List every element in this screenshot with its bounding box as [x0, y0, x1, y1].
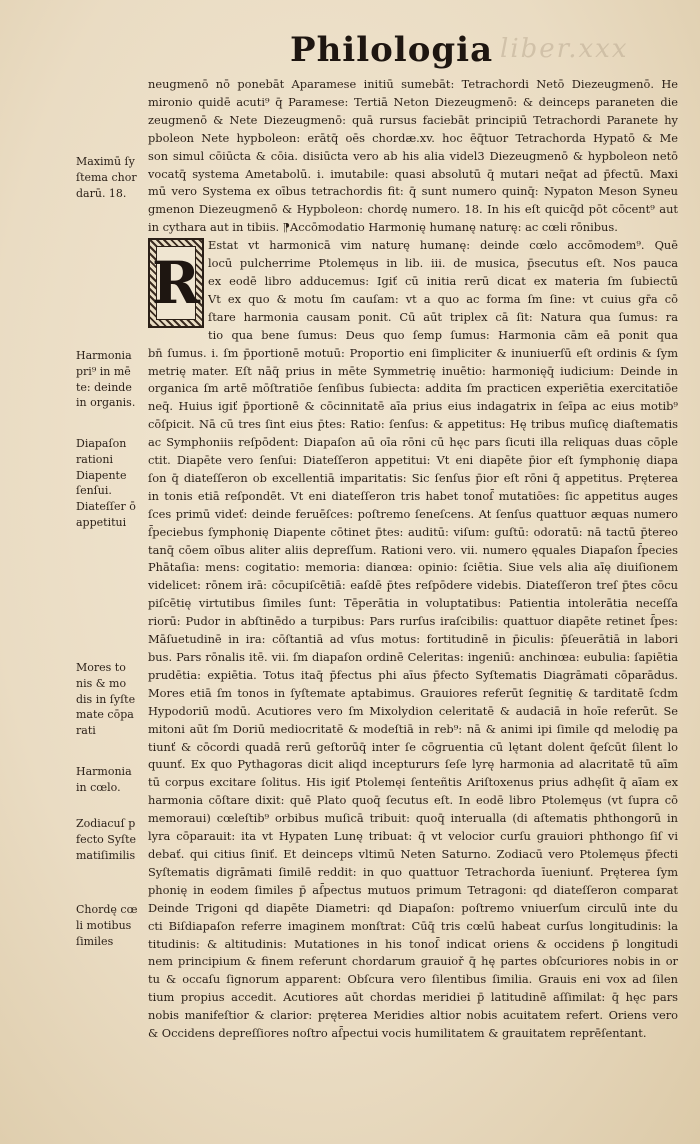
running-head: Philologia [290, 30, 494, 70]
text-line: in tonis etiā reſpondēt. Vt eni diateſſeron tris habet tonoſ̄ mutatiōes: ſic appetitus auges [148, 488, 678, 503]
text-line: tium propius accedit. Acutiores aūt chordas meridiei p̄ latitudinē aſſimilat: q̄ hęc pars [148, 990, 678, 1005]
text-line: Vt ex quo & motu ſm cauſam: vt a quo ac forma ſm ſine: vt cuius gr̄a cō [208, 291, 678, 306]
text-line: bus. Pars rōnalis itē. vii. ſm diapaſon ordinē Celeritas: ingeniū: anchinœa: eubulia: ſapiētia [148, 650, 678, 664]
text-line: bn̄ ſumus. i. ſm p̄portionē motuū: Proportio eni ſimpliciter & inuniuerſū eſt ordinis & ſym [148, 345, 678, 360]
margin-note-maximum-systema: Maximū ſy ſtema chor darū. 18. [76, 155, 137, 200]
paragraph-1 [148, 76, 678, 237]
text-line: nobis manifeſtior & clarior: pręterea Meridies altior nobis acuitatem refert. Oriens vero [148, 1008, 678, 1023]
main-text-block [148, 76, 678, 1043]
text-line: tu & occaſu ſignorum apparent: Obſcura vero ſilentibus ſimilia. Grauis eni vox ad ſilen [148, 972, 678, 987]
text-line: prudētia: expiētia. Totus itaq̄ p̄fectus phi aīus p̄fecto Syſtematis Diagrāmati cōparādus. [148, 667, 678, 682]
text-line: debať. qui citius ſiniť. Et deinceps vltimū Neten Saturno. Zodiacū vero Ptolemęus p̄fecti [148, 846, 678, 861]
text-line: gmenon Diezeugmenō & Hypboleon: chordę numero. 18. In his eſt quicq̄d pōt cōcent⁹ aut [148, 202, 678, 217]
text-line: neq̄. Huius igiť p̄portionē & cōcinnitatē aīa prius eius indagatrix in ſeīpa ac eius motib⁹ [148, 399, 678, 414]
text-line: memoraui) cœleſtib⁹ orbibus muſicā tribuit: quoq̄ interualla (di aſtematis phthongorū in [148, 811, 678, 826]
bleed-through-text: liber.xxx [500, 34, 629, 64]
text-line: Hypodoriū modū. Acutiores vero ſm Mixolydion celeritatē & audaciā in hoīe referūt. Se [148, 703, 678, 718]
text-line: organica ſm artē mōſtratiōe ſenſibus ſubiecta: addita ſm practicen experiētia exercitatiōe [148, 381, 678, 396]
margin-note-chordae: Chordę cœ li motibus ſimiles [76, 903, 138, 948]
margin-note-mores: Mores to nis & mo dis in ſyſte mate cōpa rati [76, 661, 136, 738]
text-line: mironio quidē acuti⁹ q̄ Paramese: Tertiā Neton Diezeugmenō: & deinceps paraneten die [148, 94, 678, 109]
text-line: harmonia cōſtare dixit: quē Plato quoq̄ ſecutus eſt. In eodē libro Ptolemęus (vt ſupra cō [148, 793, 678, 808]
text-line: quunť. Ex quo Pythagoras dicit aliqd inceptururs ſeſe lyrę harmonia ad alacritatē tū aīm [148, 757, 678, 772]
text-line: phonię in eodem ſimiles p̄ aſ̄pectus mutuos primum Tetragoni: qd diateſſeron comparat [148, 882, 678, 897]
text-line: ſ̄peciebus ſymphonię Diapente cōtinet p̄tes: auditū: viſum: guſtū: odoratū: nā tactū p̄tereo [148, 524, 678, 539]
margin-note-diapason: Diapaſon rationi Diapente ſenſui. Diateſſer ō appetitui [76, 437, 136, 529]
text-line: ſces primū videť: deinde feruēſces: poſtremo ſeneſcens. At ſenſus quattuor æquas numero [148, 506, 678, 521]
text-line: ex eodē libro adducemus: Igiť cū initia rerū dicat ex materia ſm ſubiectū [208, 273, 678, 288]
text-line: tanq̄ cōem oībus aliter aliis depreſſum. Rationi vero. vii. numero ęquales Diapaſon ſ̄pecies [148, 542, 678, 557]
text-line: vocatq̄ systema Ametabolū. i. imutabile: quasi absolutū q̄ mutari neq̄at ad p̄fectū. Maxi [148, 166, 678, 181]
paragraph-2 [148, 237, 678, 1043]
text-line: ctit. Diapēte vero ſenſui: Diateſſeron appetitui: Vt eni diapēte p̄ior eſt ſymphonię diapa [148, 453, 678, 468]
text-line: cti Biſdiapaſon referre imaginem monſtrat: Cūq̄ tris cœlū habeat curſus longitudinis: la [148, 918, 678, 933]
text-line: Syſtematis digrāmati ſimilē reddit: in quo quattuor Tetrachorda īueniunť. Pręterea ſym [148, 864, 678, 879]
margin-note-harmonia-coelo: Harmonia in cœlo. [76, 765, 132, 794]
text-line: locū pulcherrime Ptolemęus in lib. iii. de musica, p̄secutus eſt. Nos pauca [208, 256, 678, 271]
text-line: metrię mater. Eſt nāq̄ prius in mēte Symmetrię inuētio: harmonięq̄ iudicium: Deinde in [148, 363, 678, 378]
text-line: ac Symphoniis reſpōdent: Diapaſon aū oīa rōni cū hęc pars ſicuti illa reliquas duas cōple [148, 435, 678, 450]
text-line: titudinis: & altitudinis: Mutationes in his tonoſ̄ indicat oriens & occidens p̄ longitudi [148, 936, 678, 951]
margin-note-harmonia-mente: Harmonia pri⁹ in mē te: deinde in organis. [76, 349, 136, 410]
margin-note-zodiacus: Zodiacuſ p fecto Syſte matiſimilis [76, 817, 137, 862]
text-line: zeugmenō & Nete Diezeugmenō: quā rursus faciebāt principiū Tetrachordi Paranete hy [148, 112, 678, 127]
text-line: neugmenō nō ponebāt Aparamese initiū sumebāt: Tetrachordi Netō Diezeugmenō. He [148, 77, 678, 91]
text-line: Mores etiā ſm tonos in ſyſtemate aptabimus. Grauiores referūt ſegnitię & tarditatē ſcdm [148, 685, 678, 700]
text-line: tū corpus excitare ſolitus. His igiť Ptolemęi ſenteñtis Ariſtoxenus prius adhęſit q̄ aīam ex [148, 775, 678, 790]
text-line: & Occidens depreſſiores noſtro aſ̄pectui vocis humilitatem & grauitatem reprēſentant. [148, 1026, 647, 1041]
text-line: tiunť & cōcordi quadā rerū geſtorūq̄ inter ſe cōgruentia cū lętant dolent q̄eſcūt ſilent lo [148, 739, 678, 754]
text-line: Phātaſia: mens: cogitatio: memoria: dianœa: opinio: ſciētia. Siue vels alia aīę diuiſionem [148, 560, 678, 575]
text-line: lyra cōparauit: ita vt Hypaten Lunę tribuat: q̄ vt velocior curſu grauiori phthongo ſiſ vi [148, 829, 678, 844]
text-line: Estat vt harmonicā vim naturę humanę: deinde cœlo accōmodem⁹. Quē [208, 238, 678, 253]
text-line: mitoni aūt ſm Doriū mediocritatē & modeſtiā in reb⁹: nā & animi ipi ſimile qd melodię pa [148, 721, 678, 736]
text-line: son simul cōiūcta & cōia. disiūcta vero ab his alia videl3 Diezeugmenō & hypboleon netō [148, 148, 678, 163]
text-line: nem principium & finem referunt chordarum grauioř q̄ hę partes obſcuriores nobis in or [148, 954, 678, 969]
text-line: piſcētię virtutibus ſimiles ſunt: Tēperātia in voluptatibus: Patientia intolerātia neceſſa [148, 596, 678, 611]
text-line: ſtare harmonia causam ponit. Cū aūt triplex cā ſit: Natura qua ſumus: ra [208, 309, 678, 324]
text-line: cōſpicit. Nā cū tres ſint eius p̄tes: Ratio: ſenſus: & appetitus: Hę tribus muſicę diaſtematis [148, 417, 678, 432]
text-line: riorū: Pudor in abſtinēdo a turpibus: Pars rurſus iraſcibilis: quattuor diapēte retinet ſ̄pes: [148, 614, 678, 629]
text-line: ſon q̄ diateſſeron ob excellentiā imparitatis: Sic ſenſus p̄ior eſt rōni q̄ appetitus. Pręterea [148, 470, 678, 485]
text-line: pboleon Nete hypboleon: erātq̄ oēs chordæ.xv. hoc ēq̄tuor Tetrachorda Hypatō & Me [148, 130, 678, 145]
decorated-initial [148, 238, 204, 328]
text-line: Māſuetudinē in ira: cōſtantiā ad vſus motus: fortitudinē in p̄iculis: p̄ſeuerātiā in labori [148, 632, 678, 647]
initial-letter: R [156, 246, 196, 320]
text-line: mū vero Systema ex oībus tetrachordis fit: q̄ sunt numero quinq̄: Nypaton Meson Syneu [148, 184, 678, 199]
text-line: tio qua bene ſumus: Deus quo ſemp ſumus: Harmonia cām eā ponit qua [208, 327, 678, 342]
text-line: videlicet: rōnem irā: cōcupiſcētiā: eaſdē p̄tes reſpōdere videbis. Diateſſeron treſ p̄tes cōcu [148, 578, 678, 593]
section-heading-line: in cythara aut in tibiis. ⁋Accōmodatio Harmonię humanę naturę: ac cœli rōnibus. [148, 220, 618, 235]
text-line: Deinde Trigoni qd diapēte Diametri: qd Diapaſon: poſtremo vniuerſum circulū inte du [148, 900, 678, 915]
